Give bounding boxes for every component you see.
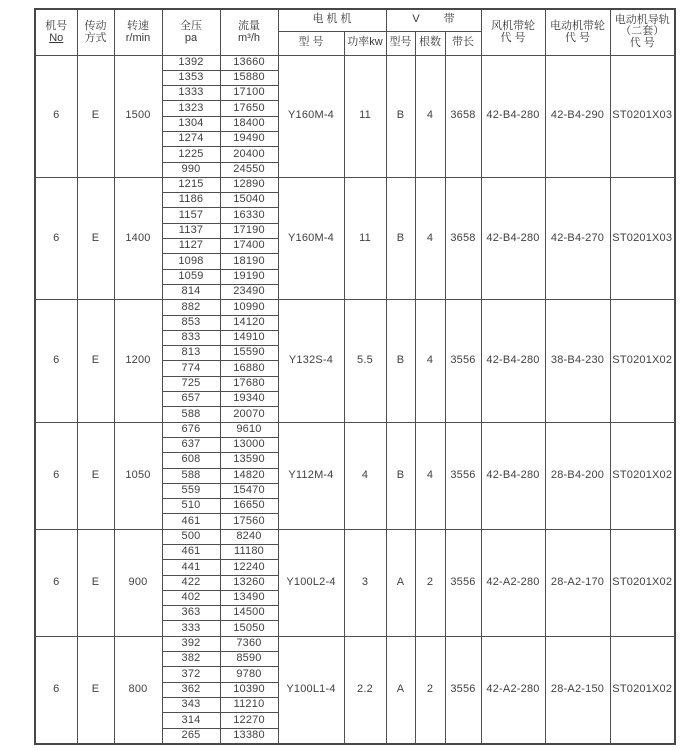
cell-flow: 12240: [220, 560, 278, 575]
cell-rail-code: ST0201X02: [610, 529, 675, 636]
cell-machine-no: 6: [35, 300, 77, 422]
cell-flow: 14820: [220, 468, 278, 483]
header-vbelt-group-v: V: [412, 13, 420, 26]
cell-pressure: 1304: [162, 116, 220, 131]
cell-motor-power: 11: [344, 55, 386, 177]
header-flow: [220, 9, 278, 55]
cell-flow: 12890: [220, 177, 278, 192]
header-motor-power: 功率kw: [344, 31, 386, 55]
cell-motor-power: 3: [344, 529, 386, 636]
cell-pressure: 333: [162, 621, 220, 636]
cell-rail-code: ST0201X02: [610, 300, 675, 422]
header-motor-rail: [610, 9, 675, 55]
cell-transmission: E: [77, 636, 114, 744]
cell-motor-model: Y100L1-4: [278, 636, 344, 744]
cell-pressure: 500: [162, 529, 220, 544]
cell-flow: 16330: [220, 208, 278, 223]
header-pressure: [162, 9, 220, 55]
cell-pressure: 657: [162, 392, 220, 407]
cell-rail-code: ST0201X02: [610, 636, 675, 744]
cell-flow: 16880: [220, 361, 278, 376]
cell-flow: 9780: [220, 667, 278, 682]
cell-belt-length: 3556: [445, 300, 481, 422]
cell-pressure: 774: [162, 361, 220, 376]
header-fan-pulley-line1: 风机带轮: [491, 19, 535, 32]
cell-flow: 8590: [220, 652, 278, 667]
cell-flow: 18190: [220, 254, 278, 269]
cell-pressure: 402: [162, 590, 220, 605]
header-vbelt-model: 型号: [386, 31, 415, 55]
header-motor-pulley-line2: 代 号: [564, 32, 591, 45]
cell-belt-length: 3556: [445, 422, 481, 529]
header-fan-pulley-line2: 代 号: [500, 32, 526, 45]
cell-pressure: 1353: [162, 70, 220, 85]
cell-pressure: 882: [162, 300, 220, 315]
cell-belt-length: 3556: [445, 636, 481, 744]
header-motor-pulley-line1: 电动机带轮: [550, 19, 605, 32]
cell-belt-type: A: [386, 529, 415, 636]
cell-pressure: 1225: [162, 147, 220, 162]
header-pressure-line2: pa: [184, 32, 198, 45]
table-row: [35, 177, 675, 192]
cell-motor-pulley: 38-B4-230: [545, 300, 610, 422]
cell-pressure: 382: [162, 652, 220, 667]
cell-motor-model: Y100L2-4: [278, 529, 344, 636]
cell-motor-power: 2.2: [344, 636, 386, 744]
cell-flow: 10390: [220, 682, 278, 697]
cell-pressure: 362: [162, 682, 220, 697]
cell-machine-no: 6: [35, 529, 77, 636]
cell-belt-type: B: [386, 422, 415, 529]
cell-fan-pulley: 42-B4-280: [481, 55, 545, 177]
cell-flow: 15470: [220, 483, 278, 498]
cell-belt-count: 4: [415, 55, 445, 177]
cell-belt-count: 4: [415, 422, 445, 529]
cell-belt-count: 2: [415, 529, 445, 636]
cell-pressure: 588: [162, 468, 220, 483]
cell-belt-length: 3658: [445, 177, 481, 299]
cell-transmission: E: [77, 529, 114, 636]
cell-flow: 17400: [220, 239, 278, 254]
cell-speed: 900: [114, 529, 162, 636]
cell-pressure: 676: [162, 422, 220, 437]
cell-belt-count: 4: [415, 177, 445, 299]
cell-pressure: 637: [162, 437, 220, 452]
cell-flow: 9610: [220, 422, 278, 437]
cell-pressure: 363: [162, 606, 220, 621]
cell-flow: 17100: [220, 86, 278, 101]
cell-flow: 18400: [220, 116, 278, 131]
cell-flow: 14500: [220, 606, 278, 621]
cell-flow: 10990: [220, 300, 278, 315]
cell-transmission: E: [77, 55, 114, 177]
table-header: [35, 9, 675, 55]
table-row: [35, 300, 675, 315]
cell-flow: 16650: [220, 499, 278, 514]
cell-pressure: 990: [162, 162, 220, 177]
cell-flow: 15880: [220, 70, 278, 85]
header-flow-line2: m³/h: [238, 32, 260, 45]
cell-flow: 17650: [220, 101, 278, 116]
cell-pressure: 853: [162, 315, 220, 330]
cell-belt-type: B: [386, 300, 415, 422]
cell-pressure: 813: [162, 346, 220, 361]
cell-fan-pulley: 42-B4-280: [481, 300, 545, 422]
cell-belt-length: 3658: [445, 55, 481, 177]
cell-flow: 11210: [220, 697, 278, 712]
cell-pressure: 1059: [162, 269, 220, 284]
cell-motor-pulley: 42-B4-270: [545, 177, 610, 299]
cell-flow: 15040: [220, 193, 278, 208]
cell-motor-power: 5.5: [344, 300, 386, 422]
cell-fan-pulley: 42-A2-280: [481, 529, 545, 636]
header-motor-rail-line3: 代 号: [629, 37, 655, 50]
header-vbelt-length: 带长: [445, 31, 481, 55]
cell-rail-code: ST0201X03: [610, 55, 675, 177]
cell-motor-pulley: 28-A2-150: [545, 636, 610, 744]
cell-rail-code: ST0201X02: [610, 422, 675, 529]
table-row: [35, 422, 675, 437]
cell-transmission: E: [77, 177, 114, 299]
cell-belt-count: 2: [415, 636, 445, 744]
cell-pressure: 1098: [162, 254, 220, 269]
cell-motor-pulley: 42-B4-290: [545, 55, 610, 177]
header-machine-no: [35, 9, 77, 55]
cell-pressure: 510: [162, 499, 220, 514]
cell-speed: 1050: [114, 422, 162, 529]
header-speed-line2: r/min: [125, 32, 151, 45]
cell-belt-length: 3556: [445, 529, 481, 636]
cell-speed: 1200: [114, 300, 162, 422]
cell-belt-type: B: [386, 177, 415, 299]
header-motor-rail-line1: 电动机导轨: [614, 13, 670, 26]
cell-pressure: 1127: [162, 239, 220, 254]
cell-speed: 1400: [114, 177, 162, 299]
cell-belt-type: A: [386, 636, 415, 744]
cell-transmission: E: [77, 300, 114, 422]
cell-motor-model: Y132S-4: [278, 300, 344, 422]
cell-flow: 13490: [220, 590, 278, 605]
cell-pressure: 1392: [162, 55, 220, 70]
cell-transmission: E: [77, 422, 114, 529]
cell-pressure: 1137: [162, 223, 220, 238]
cell-flow: 19190: [220, 269, 278, 284]
cell-pressure: 1333: [162, 86, 220, 101]
cell-flow: 14120: [220, 315, 278, 330]
cell-flow: 15050: [220, 621, 278, 636]
cell-rail-code: ST0201X03: [610, 177, 675, 299]
header-motor-model: 型 号: [278, 31, 344, 55]
cell-pressure: 461: [162, 514, 220, 529]
cell-pressure: 833: [162, 330, 220, 345]
cell-motor-power: 11: [344, 177, 386, 299]
cell-pressure: 725: [162, 376, 220, 391]
cell-flow: 15590: [220, 346, 278, 361]
cell-pressure: 814: [162, 284, 220, 299]
cell-flow: 19340: [220, 392, 278, 407]
header-machine-no-line1: 机号: [45, 19, 68, 32]
cell-flow: 13660: [220, 55, 278, 70]
cell-flow: 13590: [220, 453, 278, 468]
cell-flow: 8240: [220, 529, 278, 544]
header-transmission-line1: 传动: [84, 19, 107, 32]
cell-pressure: 461: [162, 545, 220, 560]
cell-pressure: 422: [162, 575, 220, 590]
table-row: [35, 529, 675, 544]
cell-machine-no: 6: [35, 55, 77, 177]
cell-fan-pulley: 42-B4-280: [481, 177, 545, 299]
cell-fan-pulley: 42-A2-280: [481, 636, 545, 744]
header-vbelt-count: 根数: [415, 31, 445, 55]
header-vbelt-group-dai: 带: [443, 13, 455, 26]
header-flow-line1: 流量: [238, 19, 260, 32]
cell-pressure: 1215: [162, 177, 220, 192]
cell-pressure: 608: [162, 453, 220, 468]
cell-pressure: 1274: [162, 131, 220, 146]
cell-machine-no: 6: [35, 422, 77, 529]
cell-pressure: 1157: [162, 208, 220, 223]
header-motor-rail-line2: （二套）: [620, 25, 665, 38]
cell-motor-pulley: 28-A2-170: [545, 529, 610, 636]
header-pressure-line1: 全压: [180, 19, 202, 32]
cell-pressure: 265: [162, 728, 220, 744]
cell-pressure: 1186: [162, 193, 220, 208]
header-speed: [114, 9, 162, 55]
cell-speed: 800: [114, 636, 162, 744]
cell-belt-count: 4: [415, 300, 445, 422]
header-speed-line1: 转速: [127, 19, 149, 32]
cell-flow: 7360: [220, 636, 278, 651]
header-transmission-line2: 方式: [84, 32, 107, 45]
cell-pressure: 314: [162, 713, 220, 728]
cell-flow: 17680: [220, 376, 278, 391]
cell-motor-model: Y160M-4: [278, 55, 344, 177]
cell-flow: 19490: [220, 131, 278, 146]
cell-speed: 1500: [114, 55, 162, 177]
cell-flow: 14910: [220, 330, 278, 345]
cell-pressure: 343: [162, 697, 220, 712]
table-body: [35, 55, 675, 744]
cell-flow: 11180: [220, 545, 278, 560]
cell-belt-type: B: [386, 55, 415, 177]
cell-pressure: 441: [162, 560, 220, 575]
cell-flow: 17560: [220, 514, 278, 529]
cell-motor-power: 4: [344, 422, 386, 529]
header-transmission: [77, 9, 114, 55]
cell-flow: 23490: [220, 284, 278, 299]
cell-pressure: 1323: [162, 101, 220, 116]
fan-spec-table: [34, 8, 676, 745]
cell-flow: 20400: [220, 147, 278, 162]
header-vbelt-group: [386, 9, 481, 31]
cell-pressure: 372: [162, 667, 220, 682]
cell-motor-model: Y160M-4: [278, 177, 344, 299]
cell-flow: 12270: [220, 713, 278, 728]
cell-flow: 13380: [220, 728, 278, 744]
header-motor-pulley: [545, 9, 610, 55]
cell-machine-no: 6: [35, 636, 77, 744]
cell-flow: 20070: [220, 407, 278, 422]
cell-motor-pulley: 28-B4-200: [545, 422, 610, 529]
cell-pressure: 392: [162, 636, 220, 651]
header-motor-group: 电 机 机: [278, 9, 386, 31]
cell-pressure: 588: [162, 407, 220, 422]
cell-flow: 24550: [220, 162, 278, 177]
cell-flow: 13000: [220, 437, 278, 452]
header-fan-pulley: [481, 9, 545, 55]
header-machine-no-line2: No: [49, 32, 64, 45]
table-row: [35, 55, 675, 70]
cell-pressure: 559: [162, 483, 220, 498]
cell-motor-model: Y112M-4: [278, 422, 344, 529]
cell-flow: 13260: [220, 575, 278, 590]
cell-flow: 17190: [220, 223, 278, 238]
table-row: [35, 636, 675, 651]
cell-fan-pulley: 42-B4-280: [481, 422, 545, 529]
cell-machine-no: 6: [35, 177, 77, 299]
